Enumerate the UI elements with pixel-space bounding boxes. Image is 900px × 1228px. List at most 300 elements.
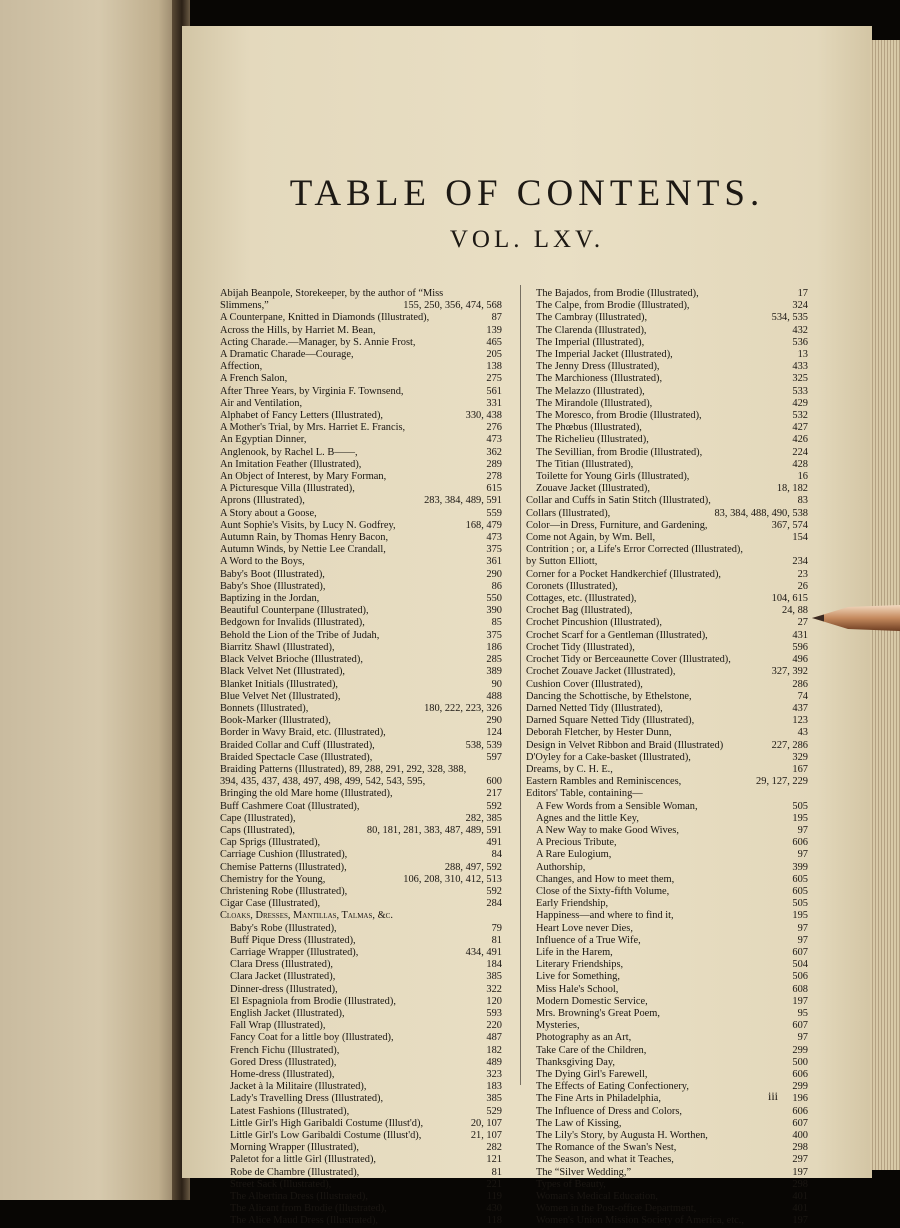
contents-entry xyxy=(526,1045,808,1057)
contents-entry xyxy=(526,874,808,886)
entry-pages: 27 xyxy=(797,617,808,629)
entry-title: A Few Words from a Sensible Woman, xyxy=(536,800,698,812)
contents-entry xyxy=(526,666,808,678)
entry-pages: 298 xyxy=(792,1178,808,1190)
entry-pages: 121 xyxy=(486,1154,502,1166)
entry-pages: 505 xyxy=(792,898,808,910)
contents-entry xyxy=(526,1142,808,1154)
entry-title: A Counterpane, Knitted in Diamonds (Illustrated), xyxy=(220,312,430,324)
contents-entry xyxy=(526,605,808,617)
entry-pages: 561 xyxy=(486,385,502,397)
entry-pages: 433 xyxy=(792,361,808,373)
entry-pages: 104, 615 xyxy=(771,593,808,605)
entry-pages: 97 xyxy=(797,824,808,836)
entry-pages: 606 xyxy=(792,1069,808,1080)
entry-pages: 290 xyxy=(486,715,502,727)
contents-entry xyxy=(526,434,808,446)
entry-pages: 123 xyxy=(792,715,808,727)
entry-title: French Fichu (Illustrated), xyxy=(230,1044,340,1056)
contents-entry xyxy=(220,825,502,837)
entry-pages: 329 xyxy=(792,751,808,763)
contents-entry xyxy=(220,1032,502,1044)
contents-entry xyxy=(526,398,808,410)
contents-entry xyxy=(526,495,808,507)
entry-title: A New Way to make Good Wives, xyxy=(536,824,679,836)
entry-title: Mrs. Browning's Great Poem, xyxy=(536,1007,660,1019)
entry-pages: 85 xyxy=(491,617,502,629)
entry-pages: 83 xyxy=(797,495,808,507)
contents-right-column xyxy=(526,288,808,1228)
entry-title: Design in Velvet Ribbon and Braid (Illustrated) xyxy=(526,739,724,751)
entry-pages: 195 xyxy=(792,910,808,922)
contents-entry xyxy=(526,654,808,666)
entry-pages: 221 xyxy=(486,1178,502,1190)
contents-entry xyxy=(220,996,502,1008)
entry-pages: 299 xyxy=(792,1081,808,1093)
entry-pages: 13 xyxy=(797,349,808,361)
entry-title: The Moresco, from Brodie (Illustrated), xyxy=(536,410,702,422)
entry-title: Come not Again, by Wm. Bell, xyxy=(526,532,656,544)
entry-pages: 401 xyxy=(792,1191,808,1203)
entry-title: The Richelieu (Illustrated), xyxy=(536,434,649,446)
entry-title: Editors' Table, containing— xyxy=(526,788,643,800)
entry-pages: 399 xyxy=(792,861,808,873)
entry-pages: 385 xyxy=(486,971,502,983)
entry-title: Crochet Zouave Jacket (Illustrated), xyxy=(526,666,676,678)
contents-entry xyxy=(526,1130,808,1142)
contents-entry xyxy=(526,300,808,312)
entry-pages: 97 xyxy=(797,934,808,946)
entry-pages: 505 xyxy=(792,800,808,812)
contents-entry xyxy=(526,740,808,752)
entry-title: The Melazzo (Illustrated), xyxy=(536,385,645,397)
contents-entry xyxy=(220,923,502,935)
entry-pages: 593 xyxy=(486,1007,502,1019)
entry-pages: 437 xyxy=(792,702,808,714)
entry-pages: 289 xyxy=(486,458,502,470)
entry-pages: 430 xyxy=(486,1203,502,1215)
entry-title: The Imperial (Illustrated), xyxy=(536,336,645,348)
contents-entry xyxy=(526,1179,808,1191)
entry-title: Crochet Tidy or Berceaunette Cover (Illustrated), xyxy=(526,654,731,666)
entry-title: The Lily's Story, by Augusta H. Worthen, xyxy=(536,1130,708,1142)
contents-entry xyxy=(526,1215,808,1227)
entry-title: Life in the Harem, xyxy=(536,946,613,958)
entry-title: Street Sack (Illustrated), xyxy=(230,1178,332,1190)
contents-entry xyxy=(526,801,808,813)
entry-pages: 607 xyxy=(792,1117,808,1129)
entry-pages: 529 xyxy=(486,1105,502,1117)
entry-title: Agnes and the little Key, xyxy=(536,812,639,824)
entry-pages: 29, 127, 229 xyxy=(756,776,808,788)
contents-entry xyxy=(220,447,502,459)
contents-entry xyxy=(220,935,502,947)
entry-pages: 43 xyxy=(797,727,808,739)
entry-pages: 138 xyxy=(486,361,502,373)
contents-entry xyxy=(220,642,502,654)
contents-entry xyxy=(526,337,808,349)
entry-pages: 180, 222, 223, 326 xyxy=(424,702,502,714)
entry-title: Contrition ; or, a Life's Error Corrected (Illustrated), xyxy=(526,544,743,556)
entry-title: The Fine Arts in Philadelphia, xyxy=(536,1093,661,1105)
entry-pages: 284 xyxy=(486,898,502,910)
contents-entry xyxy=(220,898,502,910)
entry-pages: 288, 497, 592 xyxy=(444,861,502,873)
entry-title: Book-Marker (Illustrated), xyxy=(220,715,331,727)
contents-entry xyxy=(220,471,502,483)
entry-title: Abijah Beanpole, Storekeeper, by the author of “Miss xyxy=(220,288,444,299)
entry-pages: 155, 250, 356, 474, 568 xyxy=(403,300,502,312)
contents-entry xyxy=(220,947,502,959)
contents-entry xyxy=(526,520,808,532)
entry-pages: 90 xyxy=(491,678,502,690)
entry-title: The Albertina Dress (Illustrated), xyxy=(230,1191,368,1203)
entry-title: Dreams, by C. H. E., xyxy=(526,763,613,775)
entry-title: Blue Velvet Net (Illustrated), xyxy=(220,690,341,702)
entry-title: Dancing the Schottische, by Ethelstone, xyxy=(526,690,692,702)
entry-title: The “Silver Wedding,” xyxy=(536,1166,632,1178)
entry-pages: 487 xyxy=(486,1032,502,1044)
entry-pages: 80, 181, 281, 383, 487, 489, 591 xyxy=(366,824,502,836)
contents-entry xyxy=(220,764,502,776)
contents-entry xyxy=(526,617,808,629)
entry-title: A French Salon, xyxy=(220,373,288,385)
entry-title: The Titian (Illustrated), xyxy=(536,458,634,470)
entry-title: Braided Collar and Cuff (Illustrated), xyxy=(220,739,375,751)
entry-pages: 86 xyxy=(491,580,502,592)
entry-pages: 220 xyxy=(486,1020,502,1032)
entry-title: Alphabet of Fancy Letters (Illustrated), xyxy=(220,410,384,422)
entry-title: Chemistry for the Young, xyxy=(220,873,326,885)
facing-page xyxy=(0,0,180,1200)
contents-entry xyxy=(220,1093,502,1105)
contents-entry xyxy=(526,679,808,691)
entry-pages: 605 xyxy=(792,873,808,885)
entry-pages: 559 xyxy=(486,507,502,519)
entry-title: Influence of a True Wife, xyxy=(536,934,641,946)
entry-pages: 97 xyxy=(797,922,808,934)
contents-entry xyxy=(220,837,502,849)
contents-entry xyxy=(220,886,502,898)
contents-entry xyxy=(220,910,502,922)
entry-pages: 278 xyxy=(486,471,502,483)
entry-title: Lady's Travelling Dress (Illustrated), xyxy=(230,1093,384,1105)
entry-pages: 491 xyxy=(486,837,502,849)
entry-pages: 298 xyxy=(792,1142,808,1154)
entry-pages: 607 xyxy=(792,1020,808,1032)
contents-entry xyxy=(526,569,808,581)
entry-pages: 427 xyxy=(792,422,808,434)
contents-entry xyxy=(526,1081,808,1093)
contents-entry xyxy=(220,666,502,678)
contents-entry xyxy=(526,813,808,825)
entry-pages: 607 xyxy=(792,946,808,958)
entry-pages: 154 xyxy=(792,532,808,544)
entry-pages: 97 xyxy=(797,849,808,861)
contents-entry xyxy=(220,386,502,398)
entry-title: A Mother's Trial, by Mrs. Harriet E. Francis, xyxy=(220,422,406,434)
entry-title: Photography as an Art, xyxy=(536,1032,632,1044)
entry-title: El Espagniola from Brodie (Illustrated), xyxy=(230,995,396,1007)
entry-title: Latest Fashions (Illustrated), xyxy=(230,1105,350,1117)
contents-entry xyxy=(220,654,502,666)
entry-pages: 327, 392 xyxy=(771,666,808,678)
entry-title: Cushion Cover (Illustrated), xyxy=(526,678,643,690)
contents-entry xyxy=(220,617,502,629)
contents-entry xyxy=(526,1020,808,1032)
entry-title: Dinner-dress (Illustrated), xyxy=(230,983,338,995)
entry-pages: 362 xyxy=(486,446,502,458)
entry-title: Zouave Jacket (Illustrated), xyxy=(536,483,650,495)
entry-pages: 87 xyxy=(491,312,502,324)
contents-entry xyxy=(220,1203,502,1215)
contents-entry xyxy=(220,715,502,727)
contents-entry xyxy=(220,556,502,568)
contents-entry xyxy=(220,740,502,752)
contents-entry xyxy=(220,691,502,703)
entry-pages: 21, 107 xyxy=(470,1130,502,1142)
entry-pages: 184 xyxy=(486,959,502,971)
entry-title: Live for Something, xyxy=(536,971,620,983)
contents-entry xyxy=(526,410,808,422)
entry-pages: 197 xyxy=(792,1166,808,1178)
contents-entry xyxy=(220,1130,502,1142)
entry-pages: 282, 385 xyxy=(465,812,502,824)
contents-entry xyxy=(220,422,502,434)
entry-title: D'Oyley for a Cake-basket (Illustrated), xyxy=(526,751,691,763)
contents-entry xyxy=(526,788,808,800)
entry-title: A Picturesque Villa (Illustrated), xyxy=(220,483,355,495)
entry-title: The Dying Girl's Farewell, xyxy=(536,1069,648,1080)
entry-title: Black Velvet Net (Illustrated), xyxy=(220,666,346,678)
contents-entry xyxy=(220,532,502,544)
entry-title: Carriage Wrapper (Illustrated), xyxy=(230,946,359,958)
entry-title: Autumn Rain, by Thomas Henry Bacon, xyxy=(220,532,389,544)
entry-title: Collars (Illustrated), xyxy=(526,507,611,519)
contents-entry xyxy=(526,642,808,654)
entry-title: Baby's Robe (Illustrated), xyxy=(230,922,337,934)
entry-pages: 324 xyxy=(792,300,808,312)
contents-entry xyxy=(526,361,808,373)
contents-entry xyxy=(526,691,808,703)
entry-pages: 205 xyxy=(486,349,502,361)
entry-pages: 167 xyxy=(792,763,808,775)
entry-title: Modern Domestic Service, xyxy=(536,995,648,1007)
entry-pages: 81 xyxy=(491,934,502,946)
entry-title: Slimmens,” xyxy=(220,300,269,312)
contents-entry xyxy=(526,825,808,837)
contents-entry xyxy=(526,959,808,971)
entry-pages: 23 xyxy=(797,568,808,580)
entry-title: Darned Square Netted Tidy (Illustrated), xyxy=(526,715,695,727)
entry-title: The Law of Kissing, xyxy=(536,1117,622,1129)
contents-entry xyxy=(220,361,502,373)
contents-entry xyxy=(220,1106,502,1118)
contents-entry xyxy=(526,862,808,874)
entry-pages: 275 xyxy=(486,373,502,385)
entry-title: 394, 435, 437, 438, 497, 498, 499, 542, 543, 595, xyxy=(220,776,426,788)
contents-entry xyxy=(526,349,808,361)
contents-entry xyxy=(526,325,808,337)
entry-title: Border in Wavy Braid, etc. (Illustrated), xyxy=(220,727,386,739)
contents-entry xyxy=(220,801,502,813)
entry-title: Braided Spectacle Case (Illustrated), xyxy=(220,751,373,763)
contents-entry xyxy=(526,886,808,898)
entry-title: Take Care of the Children, xyxy=(536,1044,647,1056)
entry-title: Paletot for a little Girl (Illustrated), xyxy=(230,1154,377,1166)
contents-entry xyxy=(220,1057,502,1069)
entry-title: Crochet Scarf for a Gentleman (Illustrated), xyxy=(526,629,708,641)
entry-pages: 608 xyxy=(792,983,808,995)
entry-title: The Influence of Dress and Colors, xyxy=(536,1105,683,1117)
entry-pages: 367, 574 xyxy=(771,519,808,531)
contents-entry xyxy=(220,1215,502,1227)
entry-pages: 297 xyxy=(792,1154,808,1166)
entry-title: The Jenny Dress (Illustrated), xyxy=(536,361,660,373)
entry-title: A Story about a Goose, xyxy=(220,507,317,519)
entry-title: Toilette for Young Girls (Illustrated), xyxy=(536,471,690,483)
entry-title: An Object of Interest, by Mary Forman, xyxy=(220,471,387,483)
contents-entry xyxy=(220,569,502,581)
entry-pages: 325 xyxy=(792,373,808,385)
entry-title: Buff Pique Dress (Illustrated), xyxy=(230,934,356,946)
entry-pages: 600 xyxy=(486,776,502,788)
contents-entry xyxy=(526,984,808,996)
contents-entry xyxy=(526,471,808,483)
entry-pages: 217 xyxy=(486,788,502,800)
contents-entry xyxy=(220,312,502,324)
entry-title: Aprons (Illustrated), xyxy=(220,495,305,507)
contents-entry xyxy=(526,422,808,434)
entry-title: Behold the Lion of the Tribe of Judah, xyxy=(220,629,380,641)
entry-pages: 488 xyxy=(486,690,502,702)
contents-entry xyxy=(526,996,808,1008)
entry-pages: 79 xyxy=(491,922,502,934)
entry-title: Color—in Dress, Furniture, and Gardening, xyxy=(526,519,708,531)
contents-entry xyxy=(220,752,502,764)
entry-pages: 285 xyxy=(486,654,502,666)
contents-entry xyxy=(526,508,808,520)
entry-pages: 504 xyxy=(792,959,808,971)
entry-title: Beautiful Counterpane (Illustrated), xyxy=(220,605,369,617)
entry-title: Eastern Rambles and Reminiscences, xyxy=(526,776,682,788)
contents-entry xyxy=(526,532,808,544)
entry-pages: 195 xyxy=(792,812,808,824)
contents-left-column xyxy=(220,288,502,1228)
contents-entry xyxy=(220,1020,502,1032)
entry-title: Blanket Initials (Illustrated), xyxy=(220,678,339,690)
contents-entry xyxy=(220,520,502,532)
contents-entry xyxy=(220,581,502,593)
entry-title: Carriage Cushion (Illustrated), xyxy=(220,849,348,861)
contents-entry xyxy=(220,849,502,861)
entry-pages: 592 xyxy=(486,885,502,897)
entry-title: Braiding Patterns (Illustrated), 89, 288, 291, 292, 328, 388, xyxy=(220,763,467,775)
contents-entry xyxy=(220,813,502,825)
contents-entry xyxy=(526,1203,808,1215)
contents-entry xyxy=(526,373,808,385)
entry-title: Bonnets (Illustrated), xyxy=(220,702,309,714)
contents-entry xyxy=(220,1154,502,1166)
contents-entry xyxy=(526,630,808,642)
contents-entry xyxy=(526,288,808,300)
entry-pages: 282 xyxy=(486,1142,502,1154)
entry-title: An Egyptian Dinner, xyxy=(220,434,307,446)
entry-title: Cigar Case (Illustrated), xyxy=(220,898,321,910)
entry-title: Mysteries, xyxy=(536,1020,580,1032)
entry-title: Women in the Post-office Department, xyxy=(536,1203,697,1215)
entry-pages: 389 xyxy=(486,666,502,678)
entry-title: Cottages, etc. (Illustrated), xyxy=(526,593,637,605)
entry-title: Coronets (Illustrated), xyxy=(526,580,618,592)
contents-entry xyxy=(526,459,808,471)
entry-title: Crochet Bag (Illustrated), xyxy=(526,605,633,617)
contents-entry xyxy=(220,984,502,996)
entry-pages: 431 xyxy=(792,629,808,641)
entry-pages: 597 xyxy=(486,751,502,763)
entry-pages: 536 xyxy=(792,336,808,348)
entry-title: Woman's Medical Education, xyxy=(536,1191,658,1203)
entry-title: Literary Friendships, xyxy=(536,959,624,971)
entry-title: Biarritz Shawl (Illustrated), xyxy=(220,641,335,653)
entry-title: Cloaks, Dresses, Mantillas, Talmas, &c. xyxy=(220,910,393,922)
entry-title: Aunt Sophie's Visits, by Lucy N. Godfrey, xyxy=(220,519,396,531)
contents-entry xyxy=(526,935,808,947)
entry-title: Bringing the old Mare home (Illustrated), xyxy=(220,788,393,800)
entry-pages: 16 xyxy=(797,471,808,483)
entry-title: Affection, xyxy=(220,361,263,373)
contents-entry xyxy=(220,605,502,617)
entry-pages: 196 xyxy=(792,1093,808,1105)
contents-entry xyxy=(220,1167,502,1179)
entry-title: Crochet Tidy (Illustrated), xyxy=(526,641,635,653)
entry-title: Corner for a Pocket Handkerchief (Illustrated), xyxy=(526,568,722,580)
entry-title: Autumn Winds, by Nettie Lee Crandall, xyxy=(220,544,386,556)
entry-pages: 17 xyxy=(797,288,808,299)
contents-entry xyxy=(220,349,502,361)
entry-title: Cap Sprigs (Illustrated), xyxy=(220,837,321,849)
entry-title: Little Girl's High Garibaldi Costume (Illust'd), xyxy=(230,1117,424,1129)
entry-title: Fall Wrap (Illustrated), xyxy=(230,1020,326,1032)
entry-title: The Imperial Jacket (Illustrated), xyxy=(536,349,673,361)
contents-entry xyxy=(220,325,502,337)
entry-title: The Phœbus (Illustrated), xyxy=(536,422,642,434)
entry-pages: 83, 384, 488, 490, 538 xyxy=(714,507,808,519)
entry-title: Clara Jacket (Illustrated), xyxy=(230,971,336,983)
contents-entry xyxy=(220,495,502,507)
entry-title: Happiness—and where to find it, xyxy=(536,910,674,922)
entry-title: Thanksgiving Day, xyxy=(536,1056,615,1068)
entry-pages: 299 xyxy=(792,1044,808,1056)
contents-entry xyxy=(526,483,808,495)
contents-entry xyxy=(526,1093,808,1105)
entry-pages: 375 xyxy=(486,629,502,641)
entry-pages: 538, 539 xyxy=(465,739,502,751)
entry-title: The Cambray (Illustrated), xyxy=(536,312,648,324)
entry-pages: 532 xyxy=(792,410,808,422)
column-divider xyxy=(520,285,521,1085)
contents-entry xyxy=(526,971,808,983)
entry-title: English Jacket (Illustrated), xyxy=(230,1007,345,1019)
entry-pages: 139 xyxy=(486,324,502,336)
entry-pages: 434, 491 xyxy=(465,946,502,958)
entry-title: Anglenook, by Rachel L. B——, xyxy=(220,446,358,458)
entry-title: Baby's Boot (Illustrated), xyxy=(220,568,325,580)
entry-title: Morning Wrapper (Illustrated), xyxy=(230,1142,359,1154)
entry-pages: 286 xyxy=(792,678,808,690)
contents-entry xyxy=(220,373,502,385)
contents-entry xyxy=(220,788,502,800)
